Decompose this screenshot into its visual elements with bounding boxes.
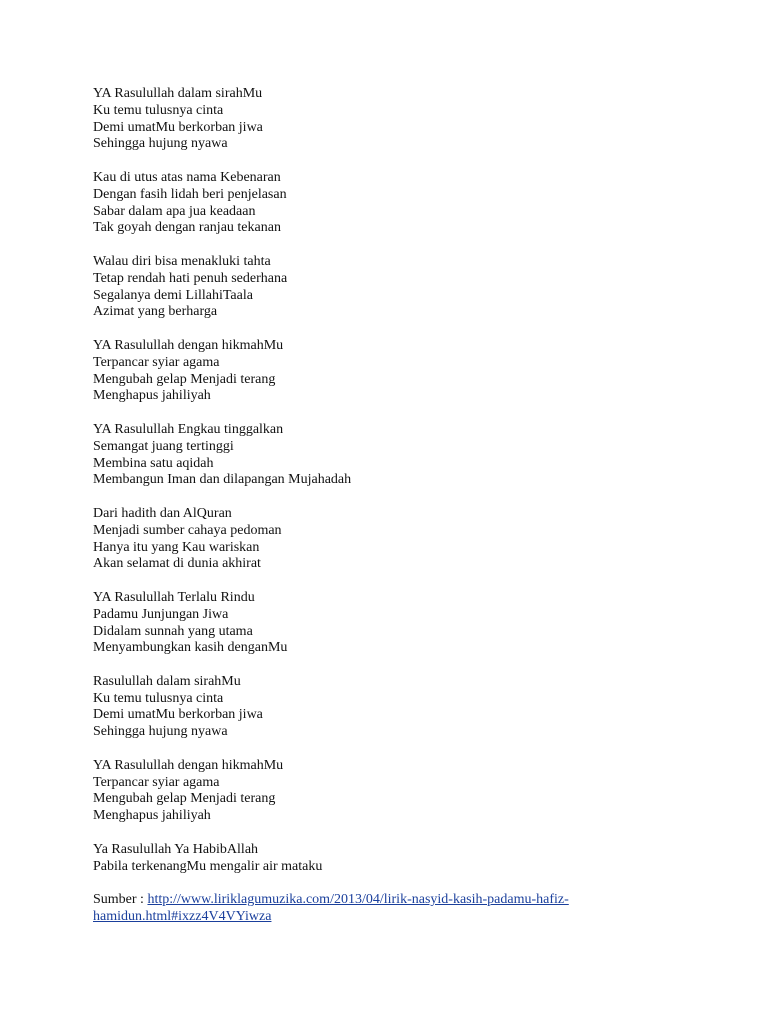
- lyric-line: Semangat juang tertinggi: [93, 438, 234, 454]
- lyric-line: Ku temu tulusnya cinta: [93, 690, 224, 706]
- stanza-4: [93, 338, 693, 405]
- lyric-line: Demi umatMu berkorban jiwa: [93, 119, 263, 135]
- source-link-line-1: http://www.liriklagumuzika.com/2013/04/lirik-nasyid-kasih-padamu-hafiz-: [147, 892, 569, 908]
- lyric-line: Sehingga hujung nyawa: [93, 724, 228, 740]
- lyric-line: Demi umatMu berkorban jiwa: [93, 707, 263, 723]
- lyric-line: Terpancar syiar agama: [93, 354, 220, 370]
- lyric-line: YA Rasulullah dalam sirahMu: [93, 86, 263, 101]
- lyric-line: Menyambungkan kasih denganMu: [93, 640, 288, 656]
- lyric-line: Membangun Iman dan dilapangan Mujahadah: [93, 472, 352, 488]
- lyric-line: Dari hadith dan AlQuran: [93, 505, 232, 521]
- source-label: Sumber :: [93, 892, 148, 908]
- lyric-line: Sehingga hujung nyawa: [93, 136, 228, 152]
- lyric-line: Menjadi sumber cahaya pedoman: [93, 522, 282, 538]
- lyric-line: Pabila terkenangMu mengalir air mataku: [93, 858, 323, 874]
- lyric-line: Tak goyah dengan ranjau tekanan: [93, 220, 281, 236]
- lyric-line: YA Rasulullah Terlalu Rindu: [93, 589, 255, 605]
- lyric-line: Didalam sunnah yang utama: [93, 623, 253, 639]
- lyric-line: Ku temu tulusnya cinta: [93, 102, 224, 118]
- lyric-line: Walau diri bisa menakluki tahta: [93, 253, 271, 269]
- stanza-6: [93, 506, 693, 573]
- lyric-line: Azimat yang berharga: [93, 304, 218, 320]
- stanza-5: [93, 422, 693, 489]
- stanza-8: [93, 674, 693, 741]
- lyric-line: Mengubah gelap Menjadi terang: [93, 371, 276, 387]
- lyric-line: Sabar dalam apa jua keadaan: [93, 203, 256, 219]
- lyric-line: Dengan fasih lidah beri penjelasan: [93, 186, 287, 202]
- source-link[interactable]: [93, 892, 569, 924]
- lyric-line: YA Rasulullah Engkau tinggalkan: [93, 421, 284, 437]
- lyrics-body: [93, 86, 693, 926]
- lyric-line: Mengubah gelap Menjadi terang: [93, 791, 276, 807]
- stanza-1: [93, 86, 693, 153]
- stanza-10: [93, 842, 693, 876]
- lyric-line: Padamu Junjungan Jiwa: [93, 606, 229, 622]
- lyric-line: Kau di utus atas nama Kebenaran: [93, 169, 281, 185]
- lyric-line: Akan selamat di dunia akhirat: [93, 556, 261, 572]
- stanza-2: [93, 170, 693, 237]
- lyric-line: Hanya itu yang Kau wariskan: [93, 539, 260, 555]
- source-citation: [93, 892, 693, 926]
- lyric-line: YA Rasulullah dengan hikmahMu: [93, 757, 284, 773]
- lyric-line: Membina satu aqidah: [93, 455, 214, 471]
- lyric-line: Menghapus jahiliyah: [93, 808, 211, 824]
- stanza-3: [93, 254, 693, 321]
- lyric-line: Rasulullah dalam sirahMu: [93, 673, 241, 689]
- lyric-line: Menghapus jahiliyah: [93, 388, 211, 404]
- lyric-line: Ya Rasulullah Ya HabibAllah: [93, 841, 259, 857]
- stanza-9: [93, 758, 693, 825]
- source-link-line-2: hamidun.html#ixzz4V4VYiwza: [93, 909, 272, 925]
- lyric-line: Tetap rendah hati penuh sederhana: [93, 270, 288, 286]
- lyric-line: YA Rasulullah dengan hikmahMu: [93, 337, 284, 353]
- stanza-7: [93, 590, 693, 657]
- lyric-line: Terpancar syiar agama: [93, 774, 220, 790]
- lyric-line: Segalanya demi LillahiTaala: [93, 287, 253, 303]
